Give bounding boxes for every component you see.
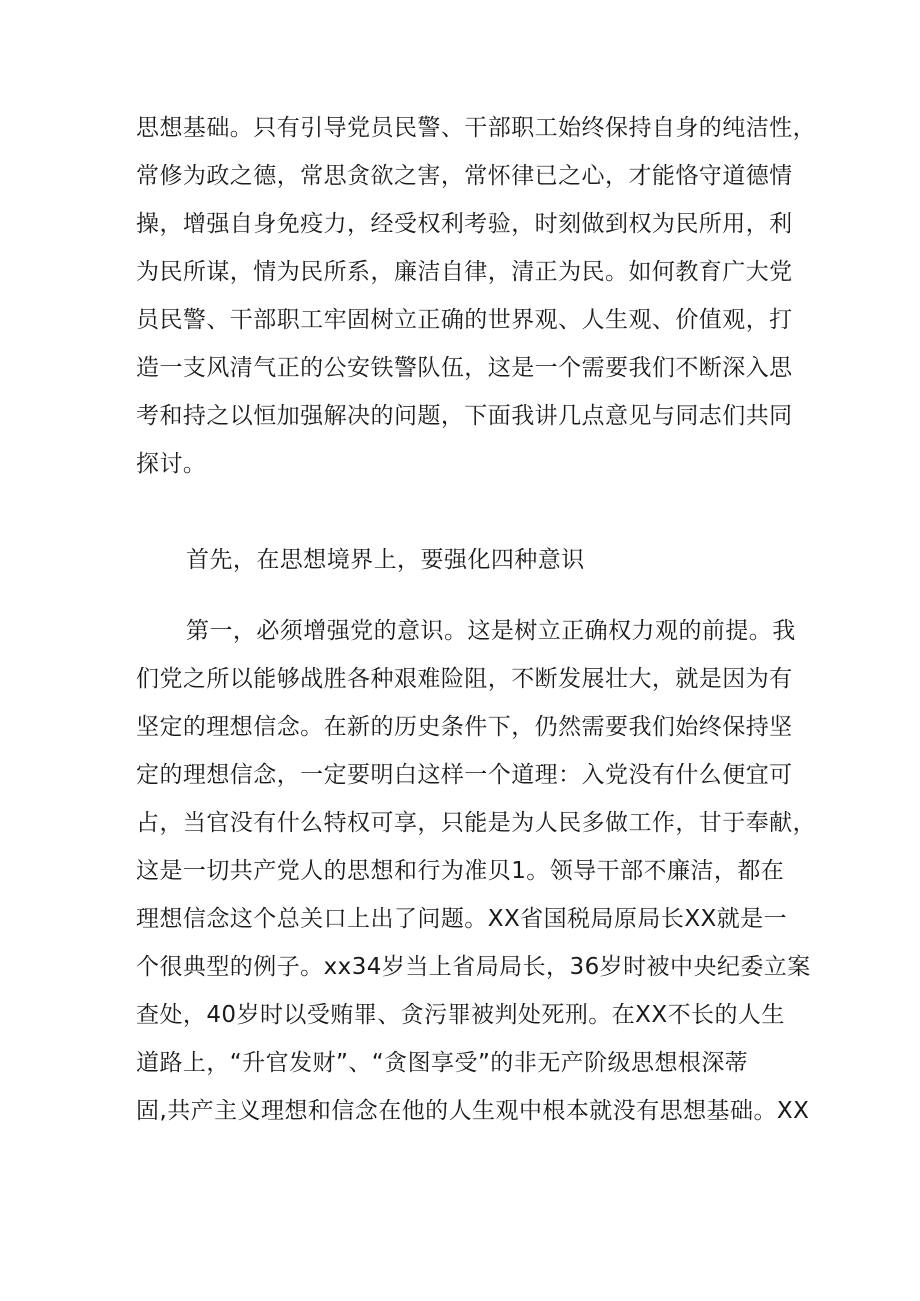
paragraph-1-line: 探讨。 [136,451,207,477]
paragraph-2-line: 查处，40岁时以受贿罪、贪污罪被判处死刑。在XX不长的人生 [136,1002,785,1028]
paragraph-1-line: 考和持之以恒加强解决的问题，下面我讲几点意见与同志们共同 [136,403,793,429]
paragraph-1-line: 为民所谋，情为民所系，廉洁自律，清正为民。如何教育广大党 [136,259,793,285]
paragraph-2-line: 这是一切共产党人的思想和行为准贝1。领导干部不廉洁，都在 [136,858,785,884]
paragraph-1-line: 操，增强自身免疫力，经受权利考验，时刻做到权为民所用，利 [136,211,793,237]
paragraph-1-line: 思想基础。只有引导党员民警、干部职工始终保持自身的纯洁性， [136,115,817,141]
paragraph-2-line: 固,共产主义理想和信念在他的人生观中根本就没有思想基础。XX [136,1098,810,1124]
paragraph-2-line: 个很典型的例子。xx34岁当上省局局长，36岁时被中央纪委立案 [136,954,811,980]
paragraph-2-line: 第一，必须增强党的意识。这是树立正确权力观的前提。我 [186,618,796,644]
paragraph-1-line: 常修为政之德，常思贪欲之害，常怀律已之心，才能恪守道德情 [136,163,793,189]
section-heading: 首先，在思想境界上，要强化四种意识 [186,547,585,573]
paragraph-2-line: 占，当官没有什么特权可享，只能是为人民多做工作，甘于奉献， [136,810,817,836]
paragraph-2-line: 坚定的理想信念。在新的历史条件下，仍然需要我们始终保持坚 [136,714,793,740]
paragraph-2-line: 定的理想信念，一定要明白这样一个道理：入党没有什么便宜可 [136,762,793,788]
paragraph-2-line: 们党之所以能够战胜各种艰难险阻，不断发展壮大，就是因为有 [136,666,793,692]
paragraph-2-line: 道路上，“升官发财”、“贪图享受”的非无产阶级思想根深蒂 [136,1050,749,1076]
paragraph-2-line: 理想信念这个总关口上出了问题。XX省国税局原局长XX就是一 [136,906,788,932]
paragraph-1-line: 造一支风清气正的公安铁警队伍，这是一个需要我们不断深入思 [136,355,793,381]
paragraph-1-line: 员民警、干部职工牢固树立正确的世界观、人生观、价值观，打 [136,307,793,333]
